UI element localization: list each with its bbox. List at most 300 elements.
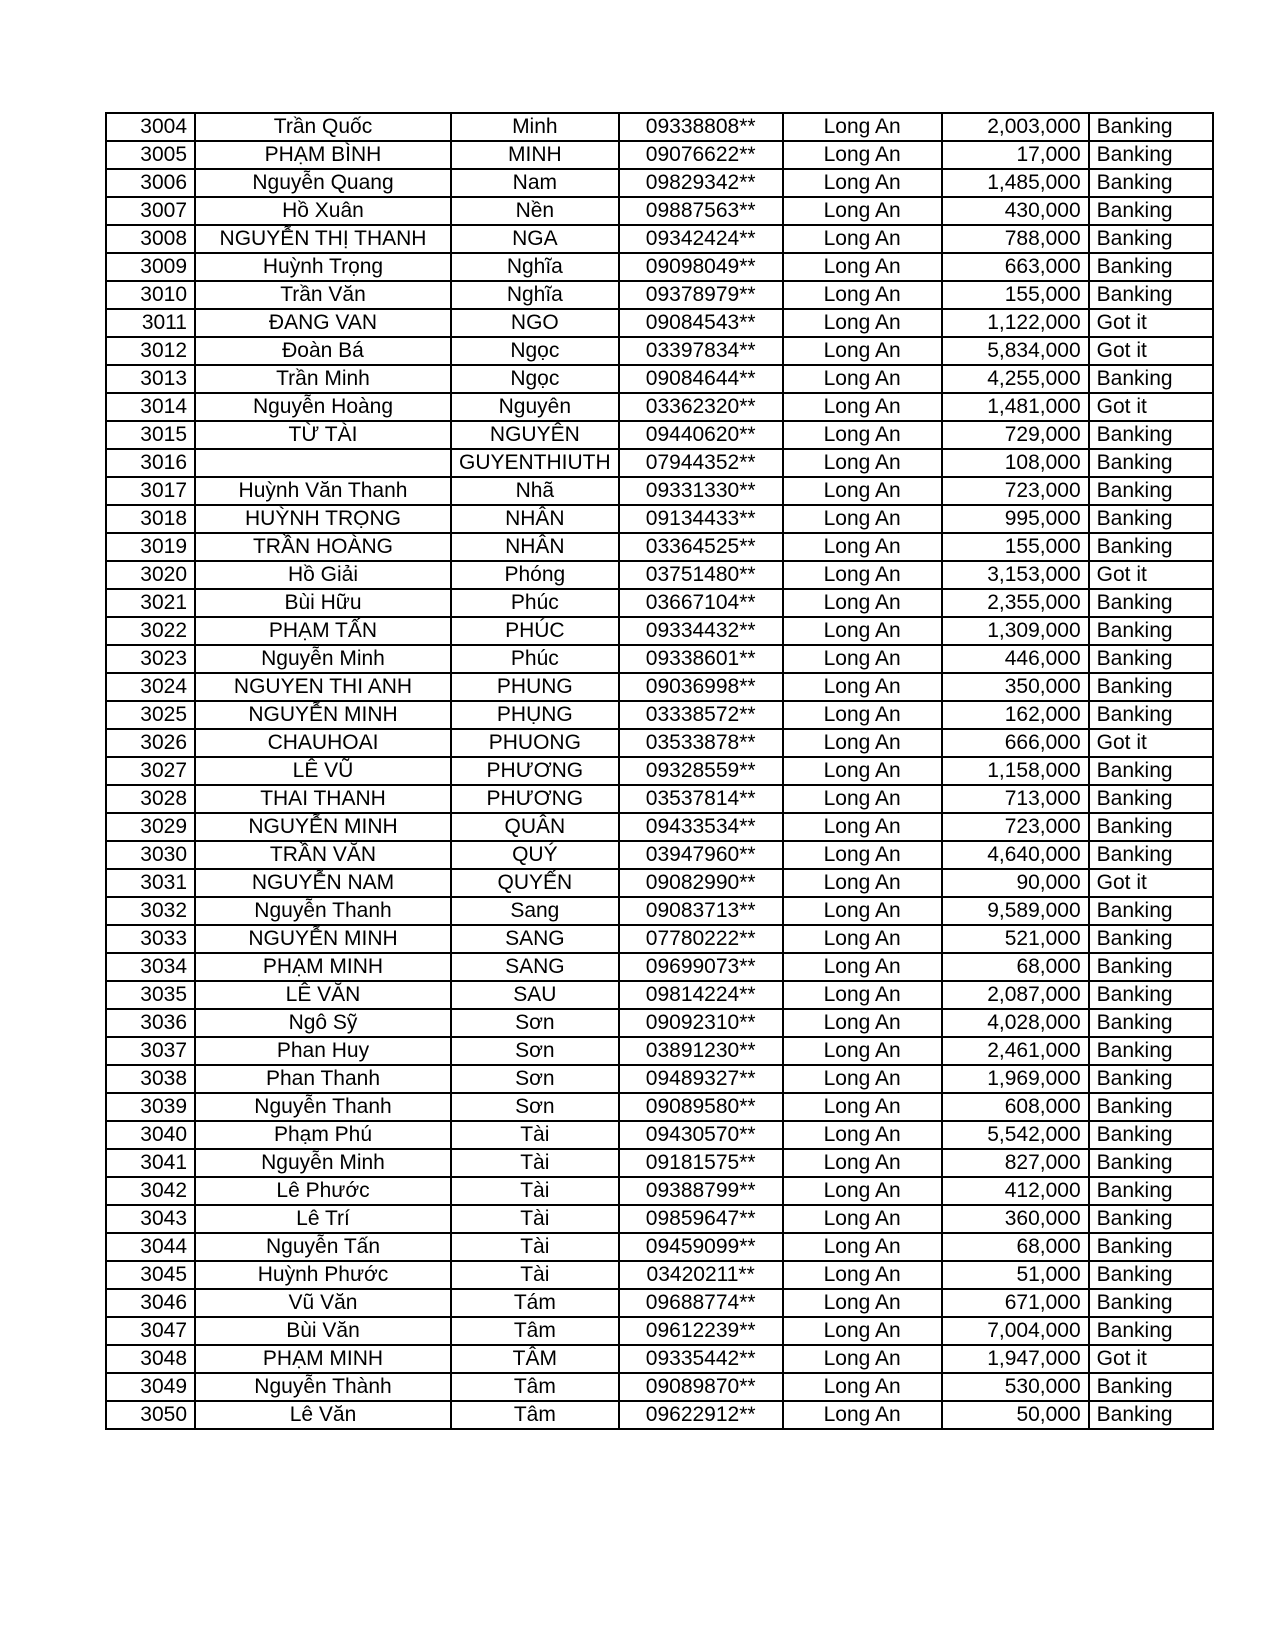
phone-number-cell: 09089870** [619,1373,783,1401]
last-name-cell: PHẠM TẤN [195,617,451,645]
last-name-cell: Lê Phước [195,1177,451,1205]
province-cell: Long An [783,477,942,505]
last-name-cell: Trần Quốc [195,113,451,141]
payment-method-cell: Got it [1089,729,1213,757]
province-cell: Long An [783,225,942,253]
table-row [106,841,1213,869]
table-row [106,757,1213,785]
amount-cell: 663,000 [942,253,1089,281]
payment-method-cell: Banking [1089,141,1213,169]
first-name-cell: Sơn [451,1065,619,1093]
province-cell: Long An [783,673,942,701]
table-row [106,869,1213,897]
province-cell: Long An [783,533,942,561]
province-cell: Long An [783,645,942,673]
payment-method-cell: Banking [1089,1233,1213,1261]
row-id-cell: 3046 [106,1289,195,1317]
first-name-cell: Sang [451,897,619,925]
amount-cell: 430,000 [942,197,1089,225]
province-cell: Long An [783,1009,942,1037]
table-row [106,337,1213,365]
province-cell: Long An [783,141,942,169]
row-id-cell: 3042 [106,1177,195,1205]
first-name-cell: Phóng [451,561,619,589]
province-cell: Long An [783,505,942,533]
phone-number-cell: 09331330** [619,477,783,505]
row-id-cell: 3019 [106,533,195,561]
table-row [106,1373,1213,1401]
first-name-cell: NGO [451,309,619,337]
last-name-cell: Bùi Hữu [195,589,451,617]
last-name-cell: Bùi Văn [195,1317,451,1345]
first-name-cell: Nền [451,197,619,225]
first-name-cell: NGUYÊN [451,421,619,449]
phone-number-cell: 03947960** [619,841,783,869]
amount-cell: 530,000 [942,1373,1089,1401]
table-row [106,505,1213,533]
payment-method-cell: Got it [1089,309,1213,337]
last-name-cell: Ngô Sỹ [195,1009,451,1037]
last-name-cell: PHẠM MINH [195,1345,451,1373]
last-name-cell: Nguyễn Hoàng [195,393,451,421]
first-name-cell: Nghĩa [451,253,619,281]
province-cell: Long An [783,1065,942,1093]
province-cell: Long An [783,1345,942,1373]
province-cell: Long An [783,561,942,589]
row-id-cell: 3022 [106,617,195,645]
first-name-cell: Tài [451,1261,619,1289]
amount-cell: 90,000 [942,869,1089,897]
first-name-cell: Phúc [451,645,619,673]
phone-number-cell: 03751480** [619,561,783,589]
payment-method-cell: Banking [1089,533,1213,561]
table-row [106,141,1213,169]
last-name-cell: Nguyễn Thanh [195,1093,451,1121]
province-cell: Long An [783,253,942,281]
first-name-cell: GUYENTHIUTH [451,449,619,477]
payment-method-cell: Got it [1089,869,1213,897]
phone-number-cell: 09334432** [619,617,783,645]
row-id-cell: 3044 [106,1233,195,1261]
first-name-cell: MINH [451,141,619,169]
first-name-cell: Nam [451,169,619,197]
table-row [106,1401,1213,1429]
last-name-cell: Nguyễn Thành [195,1373,451,1401]
table-row [106,953,1213,981]
amount-cell: 2,003,000 [942,113,1089,141]
first-name-cell: NHÂN [451,505,619,533]
amount-cell: 4,028,000 [942,1009,1089,1037]
payment-method-cell: Banking [1089,113,1213,141]
payment-method-cell: Banking [1089,1009,1213,1037]
amount-cell: 1,485,000 [942,169,1089,197]
row-id-cell: 3029 [106,813,195,841]
phone-number-cell: 07780222** [619,925,783,953]
payment-method-cell: Banking [1089,757,1213,785]
row-id-cell: 3047 [106,1317,195,1345]
payment-method-cell: Banking [1089,701,1213,729]
last-name-cell: TRẦN VĂN [195,841,451,869]
province-cell: Long An [783,1317,942,1345]
phone-number-cell: 09430570** [619,1121,783,1149]
payment-method-cell: Got it [1089,337,1213,365]
amount-cell: 3,153,000 [942,561,1089,589]
first-name-cell: Tài [451,1149,619,1177]
amount-cell: 723,000 [942,477,1089,505]
row-id-cell: 3028 [106,785,195,813]
phone-number-cell: 09459099** [619,1233,783,1261]
phone-number-cell: 09098049** [619,253,783,281]
amount-cell: 162,000 [942,701,1089,729]
payment-method-cell: Banking [1089,1065,1213,1093]
table-row [106,1121,1213,1149]
province-cell: Long An [783,757,942,785]
amount-cell: 666,000 [942,729,1089,757]
table-row [106,925,1213,953]
payment-method-cell: Got it [1089,561,1213,589]
amount-cell: 17,000 [942,141,1089,169]
first-name-cell: Tài [451,1177,619,1205]
amount-cell: 5,834,000 [942,337,1089,365]
last-name-cell: LÊ VŨ [195,757,451,785]
amount-cell: 1,122,000 [942,309,1089,337]
payment-method-cell: Banking [1089,1373,1213,1401]
row-id-cell: 3027 [106,757,195,785]
province-cell: Long An [783,589,942,617]
phone-number-cell: 09181575** [619,1149,783,1177]
last-name-cell: THAI THANH [195,785,451,813]
first-name-cell: PHÚC [451,617,619,645]
province-cell: Long An [783,449,942,477]
first-name-cell: SANG [451,953,619,981]
first-name-cell: Tài [451,1205,619,1233]
last-name-cell: Huỳnh Văn Thanh [195,477,451,505]
province-cell: Long An [783,729,942,757]
last-name-cell: Trần Văn [195,281,451,309]
first-name-cell: Tài [451,1121,619,1149]
amount-cell: 713,000 [942,785,1089,813]
amount-cell: 729,000 [942,421,1089,449]
phone-number-cell: 09338601** [619,645,783,673]
phone-number-cell: 09887563** [619,197,783,225]
first-name-cell: PHƯƠNG [451,785,619,813]
last-name-cell: NGUYỄN THỊ THANH [195,225,451,253]
payment-method-cell: Banking [1089,421,1213,449]
phone-number-cell: 09338808** [619,113,783,141]
row-id-cell: 3014 [106,393,195,421]
payment-method-cell: Banking [1089,1093,1213,1121]
row-id-cell: 3017 [106,477,195,505]
amount-cell: 350,000 [942,673,1089,701]
last-name-cell: Nguyễn Minh [195,645,451,673]
table-row [106,813,1213,841]
table-row [106,1345,1213,1373]
last-name-cell: HUỲNH TRỌNG [195,505,451,533]
table-row [106,449,1213,477]
first-name-cell: Ngọc [451,337,619,365]
last-name-cell: Đoàn Bá [195,337,451,365]
amount-cell: 671,000 [942,1289,1089,1317]
table-row [106,981,1213,1009]
row-id-cell: 3048 [106,1345,195,1373]
amount-cell: 1,947,000 [942,1345,1089,1373]
row-id-cell: 3012 [106,337,195,365]
province-cell: Long An [783,393,942,421]
province-cell: Long An [783,869,942,897]
amount-cell: 155,000 [942,533,1089,561]
row-id-cell: 3013 [106,365,195,393]
province-cell: Long An [783,281,942,309]
row-id-cell: 3011 [106,309,195,337]
province-cell: Long An [783,337,942,365]
first-name-cell: Sơn [451,1093,619,1121]
first-name-cell: Tài [451,1233,619,1261]
province-cell: Long An [783,785,942,813]
province-cell: Long An [783,1205,942,1233]
payment-method-cell: Banking [1089,169,1213,197]
phone-number-cell: 09076622** [619,141,783,169]
row-id-cell: 3033 [106,925,195,953]
row-id-cell: 3038 [106,1065,195,1093]
row-id-cell: 3049 [106,1373,195,1401]
first-name-cell: NGA [451,225,619,253]
payment-method-cell: Banking [1089,785,1213,813]
payment-method-cell: Banking [1089,953,1213,981]
amount-cell: 2,461,000 [942,1037,1089,1065]
phone-number-cell: 09440620** [619,421,783,449]
payment-method-cell: Banking [1089,225,1213,253]
province-cell: Long An [783,841,942,869]
table-row [106,1037,1213,1065]
first-name-cell: Nguyên [451,393,619,421]
phone-number-cell: 09489327** [619,1065,783,1093]
row-id-cell: 3007 [106,197,195,225]
table-row [106,365,1213,393]
phone-number-cell: 09814224** [619,981,783,1009]
last-name-cell [195,449,451,477]
table-row [106,1177,1213,1205]
last-name-cell: Hồ Giải [195,561,451,589]
first-name-cell: PHUNG [451,673,619,701]
phone-number-cell: 09378979** [619,281,783,309]
last-name-cell: NGUYỄN NAM [195,869,451,897]
province-cell: Long An [783,197,942,225]
row-id-cell: 3010 [106,281,195,309]
amount-cell: 155,000 [942,281,1089,309]
phone-number-cell: 03533878** [619,729,783,757]
payment-method-cell: Banking [1089,281,1213,309]
last-name-cell: Vũ Văn [195,1289,451,1317]
row-id-cell: 3034 [106,953,195,981]
last-name-cell: CHAUHOAI [195,729,451,757]
province-cell: Long An [783,1177,942,1205]
table-row [106,225,1213,253]
last-name-cell: NGUYEN THI ANH [195,673,451,701]
province-cell: Long An [783,1261,942,1289]
province-cell: Long An [783,897,942,925]
first-name-cell: Tám [451,1289,619,1317]
payment-method-cell: Banking [1089,589,1213,617]
table-row [106,785,1213,813]
payment-method-cell: Banking [1089,1121,1213,1149]
first-name-cell: Sơn [451,1009,619,1037]
table-row [106,1261,1213,1289]
province-cell: Long An [783,1093,942,1121]
phone-number-cell: 03537814** [619,785,783,813]
last-name-cell: Huỳnh Trọng [195,253,451,281]
first-name-cell: Sơn [451,1037,619,1065]
phone-number-cell: 07944352** [619,449,783,477]
row-id-cell: 3041 [106,1149,195,1177]
row-id-cell: 3039 [106,1093,195,1121]
table-row [106,701,1213,729]
amount-cell: 7,004,000 [942,1317,1089,1345]
row-id-cell: 3050 [106,1401,195,1429]
table-row [106,589,1213,617]
last-name-cell: ĐANG VAN [195,309,451,337]
amount-cell: 2,087,000 [942,981,1089,1009]
table-row [106,1009,1213,1037]
province-cell: Long An [783,1289,942,1317]
last-name-cell: NGUYỄN MINH [195,813,451,841]
table-row [106,897,1213,925]
payment-method-cell: Banking [1089,925,1213,953]
last-name-cell: PHẠM MINH [195,953,451,981]
row-id-cell: 3030 [106,841,195,869]
phone-number-cell: 09036998** [619,673,783,701]
first-name-cell: Nghĩa [451,281,619,309]
payment-method-cell: Banking [1089,365,1213,393]
payment-method-cell: Banking [1089,1401,1213,1429]
payment-method-cell: Banking [1089,1317,1213,1345]
payment-method-cell: Got it [1089,1345,1213,1373]
row-id-cell: 3025 [106,701,195,729]
last-name-cell: Phan Thanh [195,1065,451,1093]
amount-cell: 51,000 [942,1261,1089,1289]
payment-method-cell: Banking [1089,1289,1213,1317]
last-name-cell: Huỳnh Phước [195,1261,451,1289]
first-name-cell: Tâm [451,1373,619,1401]
row-id-cell: 3004 [106,113,195,141]
last-name-cell: Nguyễn Quang [195,169,451,197]
table-row [106,561,1213,589]
amount-cell: 360,000 [942,1205,1089,1233]
phone-number-cell: 09084543** [619,309,783,337]
phone-number-cell: 09859647** [619,1205,783,1233]
phone-number-cell: 09328559** [619,757,783,785]
province-cell: Long An [783,365,942,393]
last-name-cell: Nguyễn Thanh [195,897,451,925]
amount-cell: 723,000 [942,813,1089,841]
phone-number-cell: 09134433** [619,505,783,533]
amount-cell: 68,000 [942,1233,1089,1261]
payment-method-cell: Banking [1089,841,1213,869]
amount-cell: 68,000 [942,953,1089,981]
payment-method-cell: Banking [1089,477,1213,505]
row-id-cell: 3020 [106,561,195,589]
province-cell: Long An [783,421,942,449]
row-id-cell: 3009 [106,253,195,281]
amount-cell: 1,158,000 [942,757,1089,785]
first-name-cell: QUÝ [451,841,619,869]
province-cell: Long An [783,1401,942,1429]
payment-method-cell: Banking [1089,673,1213,701]
phone-number-cell: 09335442** [619,1345,783,1373]
table-row [106,169,1213,197]
table-row [106,729,1213,757]
amount-cell: 521,000 [942,925,1089,953]
row-id-cell: 3035 [106,981,195,1009]
table-row [106,1093,1213,1121]
amount-cell: 4,255,000 [942,365,1089,393]
phone-number-cell: 09622912** [619,1401,783,1429]
amount-cell: 446,000 [942,645,1089,673]
phone-number-cell: 03338572** [619,701,783,729]
phone-number-cell: 03891230** [619,1037,783,1065]
table-row [106,617,1213,645]
first-name-cell: PHỤNG [451,701,619,729]
first-name-cell: Tâm [451,1401,619,1429]
amount-cell: 5,542,000 [942,1121,1089,1149]
phone-number-cell: 09699073** [619,953,783,981]
province-cell: Long An [783,925,942,953]
payment-method-cell: Banking [1089,617,1213,645]
last-name-cell: Trần Minh [195,365,451,393]
table-row [106,113,1213,141]
province-cell: Long An [783,1037,942,1065]
province-cell: Long An [783,701,942,729]
payment-method-cell: Banking [1089,1037,1213,1065]
phone-number-cell: 03667104** [619,589,783,617]
phone-number-cell: 03362320** [619,393,783,421]
phone-number-cell: 09829342** [619,169,783,197]
province-cell: Long An [783,1149,942,1177]
payment-method-cell: Banking [1089,197,1213,225]
amount-cell: 827,000 [942,1149,1089,1177]
phone-number-cell: 09688774** [619,1289,783,1317]
payment-method-cell: Got it [1089,393,1213,421]
payment-method-cell: Banking [1089,645,1213,673]
payment-method-cell: Banking [1089,1149,1213,1177]
row-id-cell: 3043 [106,1205,195,1233]
table-row [106,533,1213,561]
table-row [106,673,1213,701]
table-row [106,309,1213,337]
phone-number-cell: 03397834** [619,337,783,365]
province-cell: Long An [783,953,942,981]
row-id-cell: 3006 [106,169,195,197]
payment-method-cell: Banking [1089,1177,1213,1205]
amount-cell: 1,481,000 [942,393,1089,421]
row-id-cell: 3008 [106,225,195,253]
phone-number-cell: 09388799** [619,1177,783,1205]
last-name-cell: Lê Văn [195,1401,451,1429]
last-name-cell: Lê Trí [195,1205,451,1233]
row-id-cell: 3026 [106,729,195,757]
row-id-cell: 3016 [106,449,195,477]
row-id-cell: 3031 [106,869,195,897]
amount-cell: 4,640,000 [942,841,1089,869]
first-name-cell: Minh [451,113,619,141]
payment-method-cell: Banking [1089,505,1213,533]
table-row [106,281,1213,309]
table-row [106,645,1213,673]
payment-method-cell: Banking [1089,981,1213,1009]
phone-number-cell: 09433534** [619,813,783,841]
amount-cell: 608,000 [942,1093,1089,1121]
phone-number-cell: 09342424** [619,225,783,253]
province-cell: Long An [783,813,942,841]
